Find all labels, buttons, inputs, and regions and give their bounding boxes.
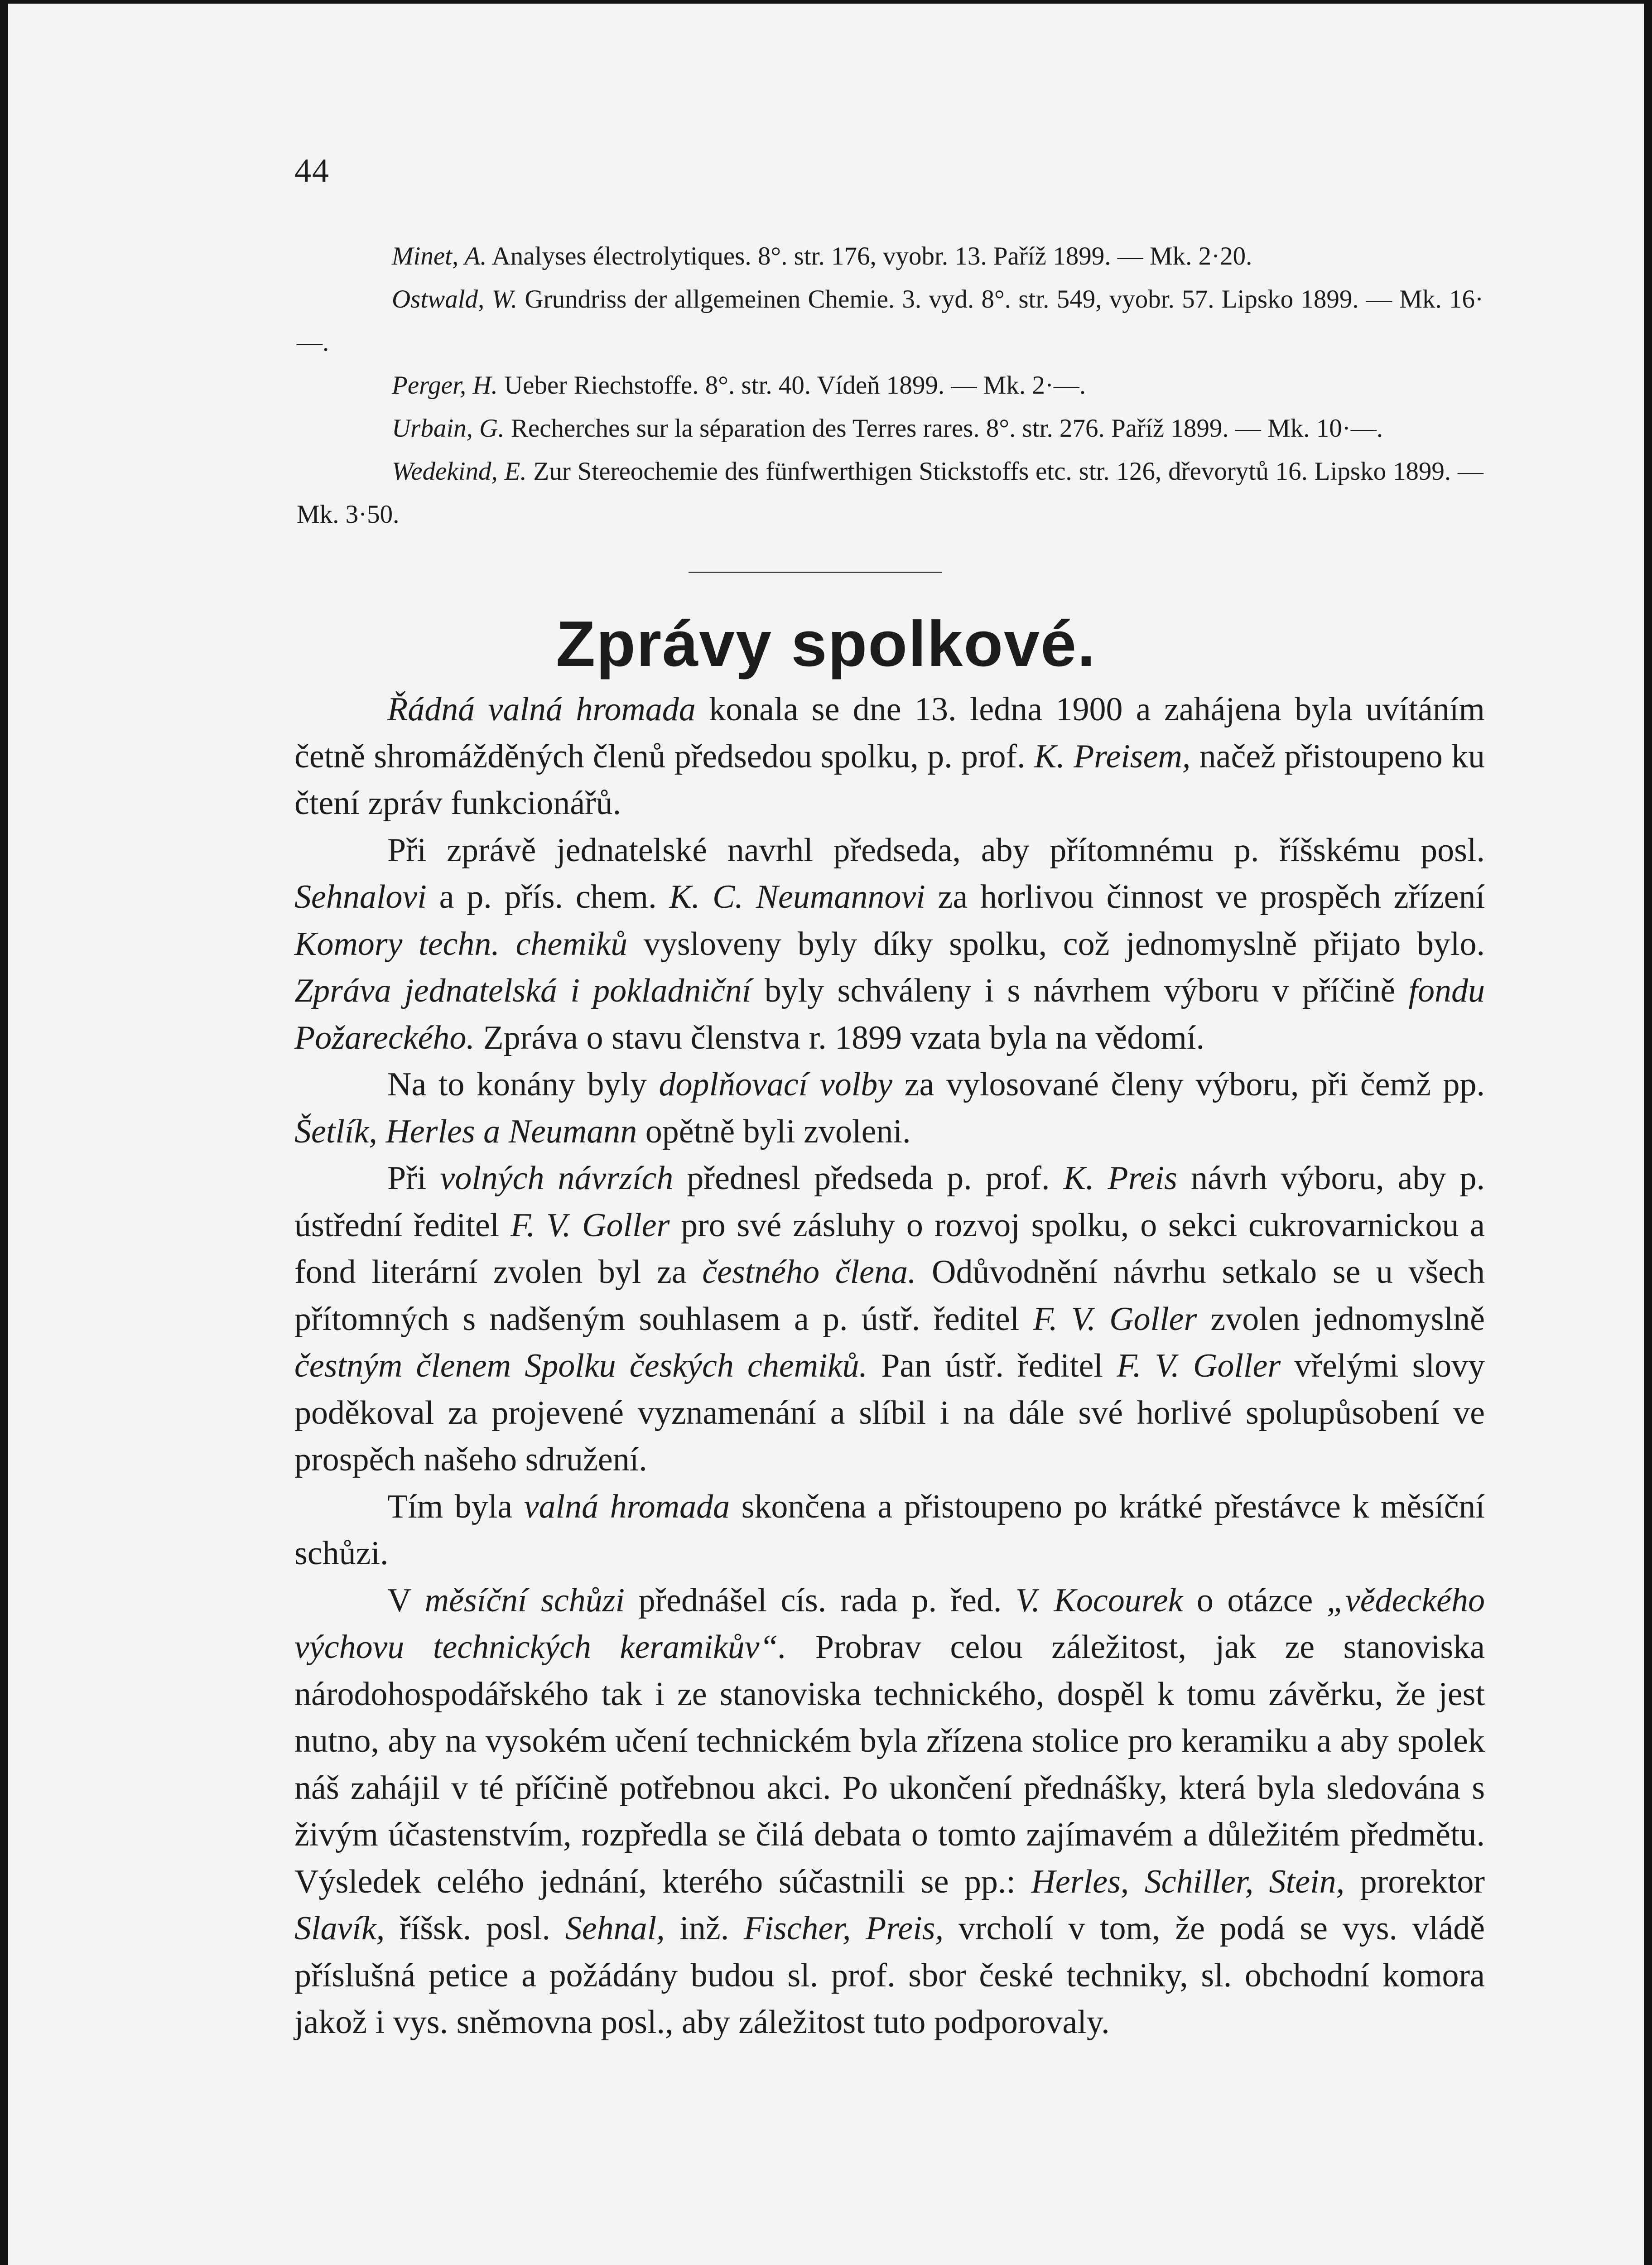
emphasized-text: F. V. Goller [511, 1206, 670, 1244]
body-paragraph [294, 827, 1485, 1062]
entry-text: Grundriss der allgemeinen Chemie. 3. vyd. 8°. str. 549, vyobr. 57. Lipsko 1899. — Mk. 16·—. [297, 285, 1483, 357]
entry-text: Analyses électrolytiques. 8°. str. 176, vyobr. 13. Paříž 1899. — Mk. 2·20. [486, 242, 1252, 270]
entry-text: Ueber Riechstoffe. 8°. str. 40. Vídeň 1899. — Mk. 2·—. [497, 371, 1086, 400]
emphasized-text: čestným členem Spolku českých chemiků. [294, 1347, 868, 1384]
paragraph-text: konala se dne 13. ledna 1900 a zahájena byla uvítáním četně shromážděných členů předsedou spolku, p. prof. [294, 691, 1485, 775]
paragraph-text: vysloveny byly díky spolku, což jednomyslně přijato bylo. [627, 925, 1485, 963]
body-paragraph [294, 1484, 1485, 1577]
paragraph-text: byly schváleny i s návrhem výboru v příčině [751, 972, 1409, 1009]
bibliography-entry [297, 235, 1483, 278]
page-number: 44 [294, 152, 330, 189]
paragraph-text: Zpráva o stavu členstva r. 1899 vzata byla na vědomí. [474, 1019, 1204, 1056]
article-body [294, 686, 1485, 2046]
paragraph-text: za vylosované členy výboru, při čemž pp. [892, 1066, 1485, 1103]
paragraph-text: Tím byla [387, 1488, 524, 1525]
emphasized-text: Sehnal, [565, 1910, 665, 1947]
paragraph-text: vrcholí v tom, že podá se vys. vládě příslušná petice a požádány budou sl. prof. sbor české techniky, sl. obchodní komora jakož i vys. sněmovna posl., aby záležitost tuto podporovaly. [294, 1910, 1485, 2041]
body-paragraph [294, 1061, 1485, 1155]
entry-author: Minet, A. [392, 242, 487, 270]
body-paragraph [294, 1155, 1485, 1484]
paragraph-text: Na to konány byly [387, 1066, 659, 1103]
paragraph-text: vřelými slovy poděkoval za projevené vyznamenání a slíbil i na dále své horlivé spolupůsobení ve prospěch našeho sdružení. [294, 1347, 1485, 1478]
paragraph-text: návrh výboru, aby p. ústřední ředitel [294, 1160, 1485, 1244]
body-paragraph [294, 686, 1485, 827]
paragraph-text: Pan ústř. ředitel [867, 1347, 1117, 1384]
bibliography-entry [297, 450, 1483, 536]
paragraph-text: za horlivou činnost ve prospěch zřízení [925, 878, 1485, 916]
bibliography-list [297, 235, 1483, 536]
paragraph-text: Probrav celou záležitost, jak ze stanoviska národohospodářského tak i ze stanoviska technického, dospěl k tomu závěrku, že jest nutno, aby na vysokém učení technickém byla zřízena stolice pro keramiku a aby spolek náš zahájil v té příčině potřebnou akci. Po ukončení přednášky, která byla sledována s živým účastenstvím, rozpředla se čilá debata o tomto zajímavém a důležitém předmětu. Výsledek celého jednání, kterého súčastnili se pp.: [294, 1629, 1485, 1900]
section-title: Zprávy spolkové. [556, 608, 1096, 680]
paragraph-text: přednášel cís. rada p. řed. [625, 1581, 1016, 1619]
emphasized-text: Šetlík, Herles a Neumann [294, 1113, 637, 1150]
section-divider [689, 572, 942, 573]
entry-author: Wedekind, E. [392, 457, 527, 486]
paragraph-text: prorektor [1344, 1863, 1485, 1900]
paragraph-text: opětně byli zvoleni. [637, 1113, 911, 1150]
emphasized-text: valná hromada [524, 1488, 730, 1525]
emphasized-text: Zpráva jednatelská i pokladniční [294, 972, 751, 1009]
paragraph-text: říšsk. posl. [385, 1910, 565, 1947]
emphasized-text: fondu Požareckého. [294, 972, 1485, 1056]
paragraph-text: V [387, 1581, 425, 1619]
paragraph-text: přednesl předseda p. prof. [673, 1160, 1064, 1197]
emphasized-text: čestného člena. [702, 1253, 916, 1291]
entry-author: Urbain, G. [392, 414, 505, 443]
emphasized-text: K. Preisem, [1034, 737, 1191, 775]
entry-author: Perger, H. [392, 371, 498, 400]
emphasized-text: Sehnalovi [294, 878, 427, 916]
paragraph-text: načež přistoupeno ku čtení zpráv funkcionářů. [294, 737, 1485, 822]
entry-text: Zur Stereochemie des fünfwerthigen Stickstoffs etc. str. 126, dřevorytů 16. Lipsko 1899. — Mk. 3·50. [297, 457, 1483, 529]
emphasized-text: F. V. Goller [1033, 1300, 1197, 1338]
emphasized-text: V. Kocourek [1015, 1581, 1183, 1619]
emphasized-text: F. V. Goller [1117, 1347, 1281, 1384]
emphasized-text: Řádná valná hromada [387, 691, 696, 728]
bibliography-entry [297, 364, 1483, 407]
paragraph-text: zvolen jednomyslně [1197, 1300, 1485, 1338]
emphasized-text: Herles, Schiller, Stein, [1031, 1863, 1345, 1900]
paragraph-text: Odůvodnění návrhu setkalo se u všech přítomných s nadšeným souhlasem a p. ústř. ředitel [294, 1253, 1485, 1338]
entry-text: Recherches sur la séparation des Terres rares. 8°. str. 276. Paříž 1899. — Mk. 10·—. [504, 414, 1383, 443]
emphasized-text: K. Preis [1063, 1160, 1177, 1197]
emphasized-text: doplňovací volby [659, 1066, 893, 1103]
paragraph-text: inž. [665, 1910, 744, 1947]
paragraph-text: pro své zásluhy o rozvoj spolku, o sekci cukrovarnickou a fond literární zvolen byl za [294, 1206, 1485, 1291]
emphasized-text: volných návrzích [440, 1160, 674, 1197]
paragraph-text: Při zprávě jednatelské navrhl předseda, aby přítomnému p. říšskému posl. [387, 831, 1485, 869]
entry-author: Ostwald, W. [392, 285, 518, 313]
paragraph-text: skončena a přistoupeno po krátké přestávce k měsíční schůzi. [294, 1488, 1485, 1572]
emphasized-text: „vědeckého výchovu technických keramikův“. [294, 1581, 1485, 1666]
bibliography-entry [297, 278, 1483, 364]
bibliography-entry [297, 407, 1483, 450]
emphasized-text: měsíční schůzi [424, 1581, 625, 1619]
body-paragraph [294, 1577, 1485, 2046]
paragraph-text: Při [387, 1160, 440, 1197]
emphasized-text: Fischer, Preis, [744, 1910, 944, 1947]
paragraph-text: o otázce [1183, 1581, 1327, 1619]
emphasized-text: K. C. Neumannovi [669, 878, 925, 916]
emphasized-text: Komory techn. chemiků [294, 925, 628, 963]
emphasized-text: Slavík, [294, 1910, 385, 1947]
paragraph-text: a p. přís. chem. [426, 878, 669, 916]
